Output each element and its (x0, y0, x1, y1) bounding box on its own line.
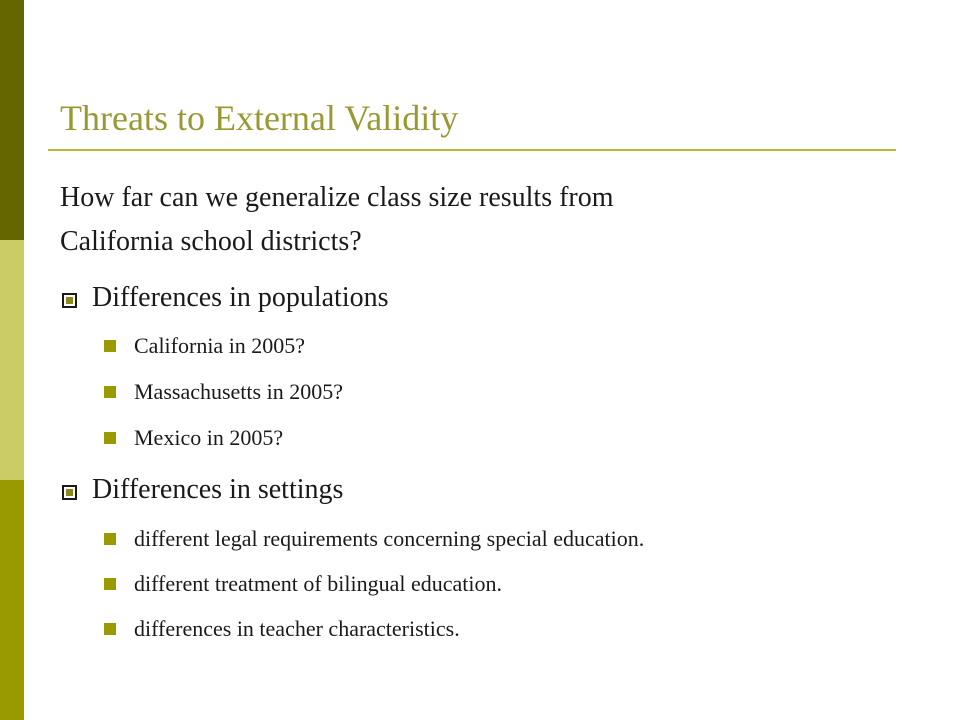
filled-square-bullet-icon (104, 386, 116, 398)
filled-square-bullet-icon (104, 578, 116, 590)
list-item-text: differences in teacher characteristics. (134, 616, 460, 641)
filled-square-bullet-icon (104, 432, 116, 444)
filled-square-bullet-icon (104, 340, 116, 352)
intro-text (60, 176, 880, 264)
filled-square-bullet-icon (104, 623, 116, 635)
list-item-text: different legal requirements concerning special education. (134, 526, 645, 551)
sidebar-dark-segment (0, 0, 24, 240)
slide-title: Threats to External Validity (60, 98, 459, 138)
sidebar-light-segment (0, 240, 24, 480)
section-heading-text: Differences in settings (92, 474, 344, 505)
list-item-text: Mexico in 2005? (134, 425, 284, 450)
section-heading-text: Differences in populations (92, 282, 389, 313)
intro-line-1: How far can we generalize class size results from (60, 182, 614, 213)
filled-square-bullet-icon (104, 533, 116, 545)
sidebar-olive-segment (0, 480, 24, 720)
list-item-text: different treatment of bilingual education. (134, 571, 502, 596)
square-bullet-icon (62, 293, 77, 308)
title-underline (48, 149, 896, 151)
list-item-text: Massachusetts in 2005? (134, 379, 343, 404)
intro-line-2: California school districts? (60, 226, 362, 257)
list-item-text: California in 2005? (134, 333, 306, 358)
square-bullet-icon (62, 485, 77, 500)
